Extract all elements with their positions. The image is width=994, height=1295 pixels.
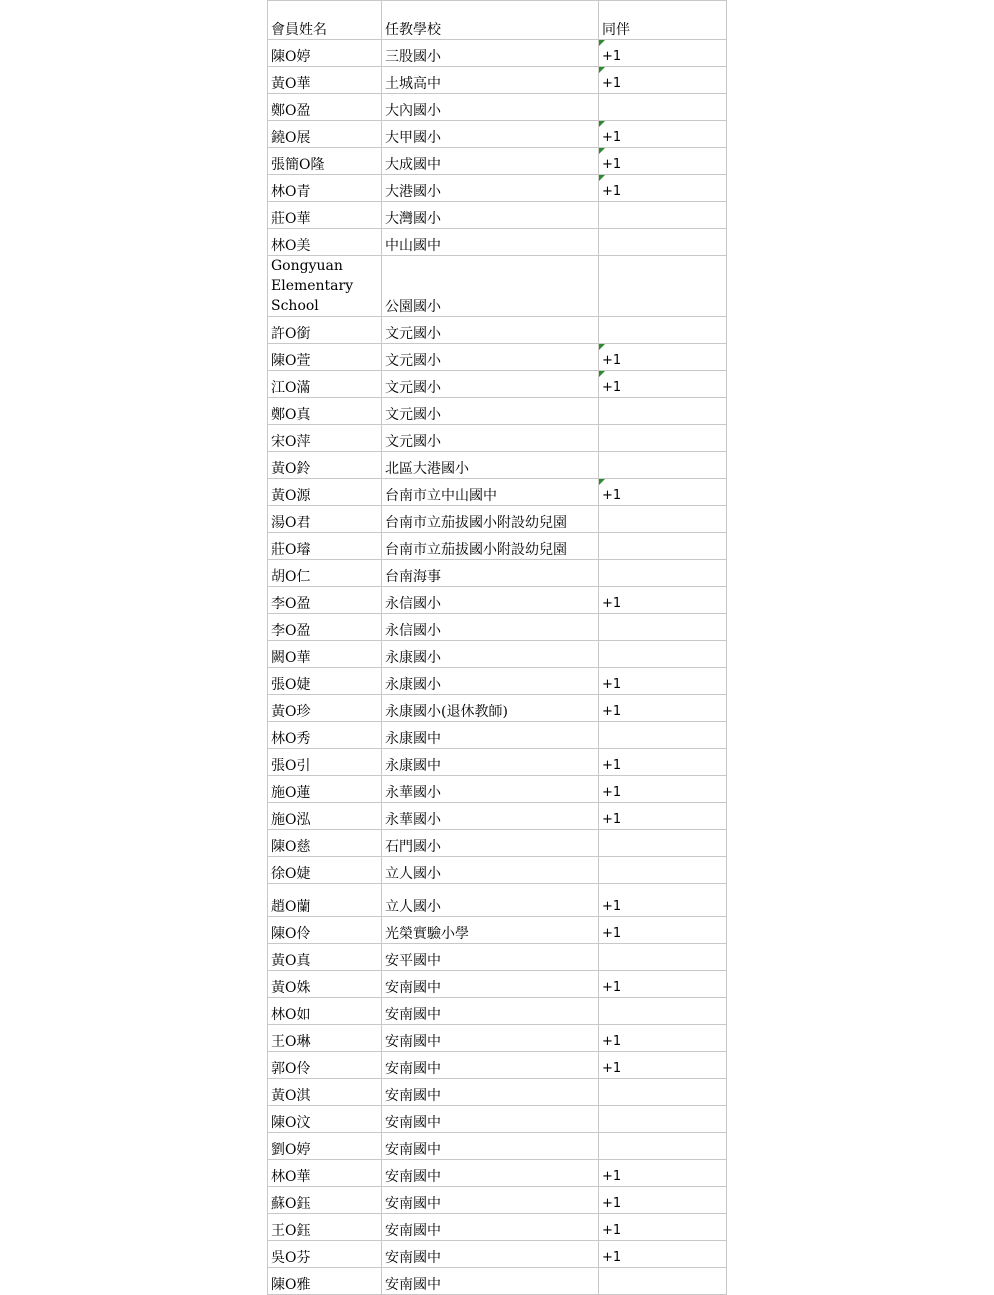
companion-cell[interactable]: [599, 398, 727, 425]
member-name-cell[interactable]: 林O華: [268, 1160, 382, 1187]
comment-indicator-icon[interactable]: [599, 479, 605, 485]
member-name-cell[interactable]: 莊O華: [268, 202, 382, 229]
table-row: [268, 641, 727, 668]
comment-indicator-icon[interactable]: [599, 67, 605, 73]
school-cell[interactable]: 文元國小: [382, 398, 599, 425]
member-name-cell[interactable]: 闕O華: [268, 641, 382, 668]
companion-cell[interactable]: [599, 371, 727, 398]
table-row: [268, 94, 727, 121]
companion-cell[interactable]: [599, 425, 727, 452]
member-name-cell[interactable]: 陳O雅: [268, 1268, 382, 1295]
member-name-cell[interactable]: 黃O珍: [268, 695, 382, 722]
school-cell[interactable]: 永康國中: [382, 722, 599, 749]
member-name-cell[interactable]: 陳O婷: [268, 40, 382, 67]
member-name-cell[interactable]: 陳O伶: [268, 917, 382, 944]
table-row: [268, 256, 727, 317]
companion-value: +1: [602, 758, 622, 773]
school-cell[interactable]: 大甲國小: [382, 121, 599, 148]
school-cell[interactable]: 安南國中: [382, 1052, 599, 1079]
header-row: [268, 1, 727, 40]
companion-cell[interactable]: [599, 317, 727, 344]
companion-value: +1: [602, 677, 622, 692]
companion-value: +1: [602, 1250, 622, 1265]
companion-cell[interactable]: [599, 479, 727, 506]
table-row: [268, 121, 727, 148]
header-name-cell[interactable]: 會員姓名: [268, 1, 382, 40]
school-cell[interactable]: 安南國中: [382, 1106, 599, 1133]
school-cell[interactable]: 安南國中: [382, 971, 599, 998]
comment-indicator-icon[interactable]: [599, 371, 605, 377]
school-cell[interactable]: 安南國中: [382, 1214, 599, 1241]
companion-value: +1: [602, 1061, 622, 1076]
companion-cell[interactable]: [599, 229, 727, 256]
companion-cell[interactable]: [599, 506, 727, 533]
member-name-cell[interactable]: 蘇O鈺: [268, 1187, 382, 1214]
member-name-cell[interactable]: 王O鈺: [268, 1214, 382, 1241]
member-name-cell[interactable]: 郭O伶: [268, 1052, 382, 1079]
comment-indicator-icon[interactable]: [599, 121, 605, 127]
school-cell[interactable]: 三股國小: [382, 40, 599, 67]
companion-cell[interactable]: [599, 1187, 727, 1214]
companion-cell[interactable]: [599, 587, 727, 614]
school-cell[interactable]: 大成國中: [382, 148, 599, 175]
member-name-cell[interactable]: 吳O芬: [268, 1241, 382, 1268]
companion-value: +1: [602, 76, 622, 91]
companion-cell[interactable]: [599, 121, 727, 148]
companion-cell[interactable]: [599, 749, 727, 776]
school-cell[interactable]: 安南國中: [382, 1133, 599, 1160]
companion-cell[interactable]: [599, 776, 727, 803]
companion-cell[interactable]: [599, 256, 727, 317]
member-name-cell[interactable]: 王O琳: [268, 1025, 382, 1052]
school-cell[interactable]: 文元國小: [382, 317, 599, 344]
school-cell[interactable]: 安南國中: [382, 1160, 599, 1187]
table-row: [268, 1052, 727, 1079]
companion-value: +1: [602, 1034, 622, 1049]
companion-cell[interactable]: [599, 1052, 727, 1079]
table-row: [268, 998, 727, 1025]
member-name-cell[interactable]: 林O青: [268, 175, 382, 202]
table-row: [268, 425, 727, 452]
member-name-cell[interactable]: 張O婕: [268, 668, 382, 695]
school-cell[interactable]: 永康國中: [382, 749, 599, 776]
companion-cell[interactable]: [599, 971, 727, 998]
companion-cell[interactable]: [599, 998, 727, 1025]
school-cell[interactable]: 大港國小: [382, 175, 599, 202]
companion-cell[interactable]: [599, 884, 727, 917]
table-row: [268, 668, 727, 695]
school-cell[interactable]: 立人國小: [382, 884, 599, 917]
table-row: [268, 1079, 727, 1106]
table-row: [268, 1133, 727, 1160]
school-cell[interactable]: 大內國小: [382, 94, 599, 121]
companion-cell[interactable]: [599, 1106, 727, 1133]
header-companion-cell[interactable]: 同伴: [599, 1, 727, 40]
member-name-cell[interactable]: 林O秀: [268, 722, 382, 749]
table-row: [268, 560, 727, 587]
table-row: [268, 1025, 727, 1052]
member-name-cell[interactable]: Gongyuan Elementary School: [268, 256, 382, 317]
companion-cell[interactable]: [599, 560, 727, 587]
school-cell[interactable]: 安平國中: [382, 944, 599, 971]
table-row: [268, 67, 727, 94]
member-name-cell[interactable]: 張簡O隆: [268, 148, 382, 175]
comment-indicator-icon[interactable]: [599, 344, 605, 350]
table-row: [268, 614, 727, 641]
table-row: [268, 776, 727, 803]
companion-cell[interactable]: [599, 614, 727, 641]
member-table-body: [268, 1, 727, 1295]
companion-value: +1: [602, 353, 622, 368]
school-cell[interactable]: 文元國小: [382, 425, 599, 452]
table-row: [268, 452, 727, 479]
table-row: [268, 533, 727, 560]
member-name-cell[interactable]: 黃O淇: [268, 1079, 382, 1106]
companion-cell[interactable]: [599, 202, 727, 229]
table-row: [268, 1241, 727, 1268]
table-row: [268, 398, 727, 425]
member-name-cell[interactable]: 李O盈: [268, 614, 382, 641]
companion-value: +1: [602, 1196, 622, 1211]
member-name-cell[interactable]: 黃O源: [268, 479, 382, 506]
member-name-cell[interactable]: 鄭O盈: [268, 94, 382, 121]
member-name-cell[interactable]: 徐O婕: [268, 857, 382, 884]
table-row: [268, 175, 727, 202]
school-cell[interactable]: 永信國小: [382, 614, 599, 641]
member-name-cell[interactable]: 黃O真: [268, 944, 382, 971]
member-name-cell[interactable]: 鐃O展: [268, 121, 382, 148]
school-cell[interactable]: 台南市立茄拔國小附設幼兒園: [382, 533, 599, 560]
companion-cell[interactable]: [599, 533, 727, 560]
school-cell[interactable]: 永康國小(退休教師): [382, 695, 599, 722]
table-row: [268, 917, 727, 944]
companion-cell[interactable]: [599, 1133, 727, 1160]
member-table: [267, 0, 727, 1295]
table-row: [268, 506, 727, 533]
companion-cell[interactable]: [599, 1079, 727, 1106]
school-cell[interactable]: 石門國小: [382, 830, 599, 857]
school-cell[interactable]: 永康國小: [382, 641, 599, 668]
companion-value: +1: [602, 49, 622, 64]
member-name-cell[interactable]: 陳O萱: [268, 344, 382, 371]
companion-value: +1: [602, 1223, 622, 1238]
companion-cell[interactable]: [599, 857, 727, 884]
school-cell[interactable]: 永信國小: [382, 587, 599, 614]
table-row: [268, 317, 727, 344]
companion-value: +1: [602, 704, 622, 719]
companion-value: +1: [602, 899, 622, 914]
companion-value: +1: [602, 184, 622, 199]
comment-indicator-icon[interactable]: [599, 175, 605, 181]
school-cell[interactable]: 台南市立茄拔國小附設幼兒園: [382, 506, 599, 533]
member-name-cell[interactable]: 莊O璿: [268, 533, 382, 560]
table-row: [268, 148, 727, 175]
table-row: [268, 884, 727, 917]
companion-cell[interactable]: [599, 452, 727, 479]
companion-value: +1: [602, 785, 622, 800]
member-name-cell[interactable]: 趙O蘭: [268, 884, 382, 917]
comment-indicator-icon[interactable]: [599, 40, 605, 46]
school-cell[interactable]: 台南海事: [382, 560, 599, 587]
member-name-cell[interactable]: 湯O君: [268, 506, 382, 533]
school-cell[interactable]: 永華國小: [382, 803, 599, 830]
table-row: [268, 695, 727, 722]
school-cell[interactable]: 大灣國小: [382, 202, 599, 229]
school-cell[interactable]: 土城高中: [382, 67, 599, 94]
companion-value: +1: [602, 596, 622, 611]
companion-cell[interactable]: [599, 1268, 727, 1295]
member-name-cell[interactable]: 劉O婷: [268, 1133, 382, 1160]
member-name-cell[interactable]: 黃O鈴: [268, 452, 382, 479]
header-school-cell[interactable]: 任教學校: [382, 1, 599, 40]
school-cell[interactable]: 安南國中: [382, 1268, 599, 1295]
table-row: [268, 722, 727, 749]
member-name-cell[interactable]: 陳O汶: [268, 1106, 382, 1133]
companion-cell[interactable]: [599, 1025, 727, 1052]
companion-cell[interactable]: [599, 1241, 727, 1268]
companion-cell[interactable]: [599, 722, 727, 749]
table-row: [268, 1268, 727, 1295]
school-cell[interactable]: 安南國中: [382, 1241, 599, 1268]
companion-value: +1: [602, 926, 622, 941]
table-row: [268, 944, 727, 971]
companion-cell[interactable]: [599, 944, 727, 971]
companion-cell[interactable]: [599, 917, 727, 944]
member-name-cell[interactable]: 江O滿: [268, 371, 382, 398]
member-name-cell[interactable]: 黃O姝: [268, 971, 382, 998]
member-name-cell[interactable]: 許O銜: [268, 317, 382, 344]
member-name-cell[interactable]: 黃O華: [268, 67, 382, 94]
school-cell[interactable]: 文元國小: [382, 344, 599, 371]
table-row: [268, 344, 727, 371]
school-cell[interactable]: 永華國小: [382, 776, 599, 803]
school-cell[interactable]: 文元國小: [382, 371, 599, 398]
companion-cell[interactable]: [599, 695, 727, 722]
companion-cell[interactable]: [599, 1160, 727, 1187]
companion-cell[interactable]: [599, 40, 727, 67]
member-name-cell[interactable]: 施O泓: [268, 803, 382, 830]
school-cell[interactable]: 公園國小: [382, 256, 599, 317]
companion-cell[interactable]: [599, 641, 727, 668]
member-name-cell[interactable]: 宋O萍: [268, 425, 382, 452]
companion-cell[interactable]: [599, 344, 727, 371]
companion-cell[interactable]: [599, 830, 727, 857]
table-row: [268, 1214, 727, 1241]
member-name-cell[interactable]: 林O美: [268, 229, 382, 256]
school-cell[interactable]: 北區大港國小: [382, 452, 599, 479]
companion-value: +1: [602, 980, 622, 995]
table-row: [268, 857, 727, 884]
member-name-cell[interactable]: 李O盈: [268, 587, 382, 614]
school-cell[interactable]: 安南國中: [382, 1187, 599, 1214]
companion-cell[interactable]: [599, 803, 727, 830]
comment-indicator-icon[interactable]: [599, 148, 605, 154]
companion-value: +1: [602, 1169, 622, 1184]
table-row: [268, 830, 727, 857]
companion-cell[interactable]: [599, 1214, 727, 1241]
companion-cell[interactable]: [599, 94, 727, 121]
table-row: [268, 202, 727, 229]
school-cell[interactable]: 立人國小: [382, 857, 599, 884]
table-row: [268, 971, 727, 998]
table-row: [268, 1187, 727, 1214]
table-row: [268, 479, 727, 506]
companion-value: +1: [602, 812, 622, 827]
table-row: [268, 803, 727, 830]
table-row: [268, 749, 727, 776]
school-cell[interactable]: 安南國中: [382, 1079, 599, 1106]
member-name-cell[interactable]: 鄭O真: [268, 398, 382, 425]
school-cell[interactable]: 永康國小: [382, 668, 599, 695]
member-name-cell[interactable]: 胡O仁: [268, 560, 382, 587]
table-row: [268, 1160, 727, 1187]
table-row: [268, 587, 727, 614]
school-cell[interactable]: 安南國中: [382, 998, 599, 1025]
school-cell[interactable]: 光榮實驗小學: [382, 917, 599, 944]
member-name-cell[interactable]: 林O如: [268, 998, 382, 1025]
companion-value: +1: [602, 380, 622, 395]
companion-cell[interactable]: [599, 668, 727, 695]
school-cell[interactable]: 台南市立中山國中: [382, 479, 599, 506]
member-name-cell[interactable]: 施O蓮: [268, 776, 382, 803]
table-row: [268, 40, 727, 67]
school-cell[interactable]: 安南國中: [382, 1025, 599, 1052]
member-name-cell[interactable]: 陳O慈: [268, 830, 382, 857]
school-cell[interactable]: 中山國中: [382, 229, 599, 256]
table-row: [268, 1106, 727, 1133]
companion-value: +1: [602, 488, 622, 503]
member-name-cell[interactable]: 張O引: [268, 749, 382, 776]
table-row: [268, 371, 727, 398]
companion-value: +1: [602, 130, 622, 145]
companion-cell[interactable]: [599, 148, 727, 175]
companion-cell[interactable]: [599, 175, 727, 202]
companion-cell[interactable]: [599, 67, 727, 94]
table-row: [268, 229, 727, 256]
companion-value: +1: [602, 157, 622, 172]
